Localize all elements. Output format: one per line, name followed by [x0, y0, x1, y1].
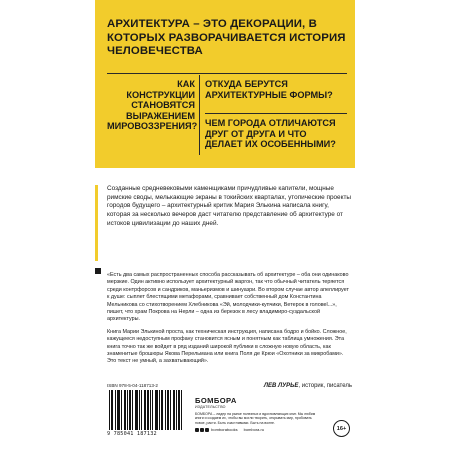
divider-top [107, 73, 347, 74]
author-name: ЛЕВ ЛУРЬЕ [263, 383, 299, 389]
barcode-bar [155, 390, 156, 430]
barcode-bar [137, 390, 138, 430]
barcode-bar [170, 390, 171, 430]
barcode-bar [127, 390, 128, 430]
barcode-bar [136, 390, 137, 430]
divider-right [205, 113, 347, 114]
age-rating-badge: 16+ [333, 420, 350, 437]
barcode-bar [156, 390, 157, 430]
barcode-bar [119, 390, 120, 430]
barcode-bar [148, 390, 149, 430]
barcode-bar [150, 390, 151, 430]
barcode-bar [129, 390, 130, 430]
barcode-bar [112, 390, 113, 430]
barcode-bar [115, 390, 116, 430]
barcode-bar [165, 390, 166, 430]
barcode-bar [124, 390, 125, 430]
question-left: КАК КОНСТРУКЦИИ СТАНОВЯТСЯ ВЫРАЖЕНИЕМ МИРОВОЗЗРЕНИЯ? [107, 79, 198, 132]
barcode-bar [176, 390, 177, 430]
publisher-site[interactable]: bombora.ru [243, 427, 265, 432]
barcode-bar [111, 390, 112, 430]
barcode-graphic [107, 390, 183, 430]
barcode-bar [132, 390, 133, 430]
barcode-bar [145, 390, 146, 430]
publisher-logo: БОМБОРА [195, 396, 237, 405]
barcode-bar [117, 390, 118, 430]
barcode-bar [144, 390, 145, 430]
youtube-icon [205, 428, 209, 432]
author-role: , историк, писатель [298, 383, 352, 389]
barcode-bar [174, 390, 175, 430]
intro-paragraph: Созданные средневековыми каменщиками причудливые капители, мощные римские своды, мелькающие экраны в токийских кварталах, утопические проекты городов будущего – архитектурный критик Мария Элькина написала книгу, которая за несколько вечеров даст читателю представление об архитектуре от истоков цивилизации до наших дней. [107, 185, 352, 227]
barcode-bar [157, 390, 158, 430]
barcode-bar [168, 390, 169, 430]
divider-vertical [199, 75, 200, 155]
barcode-bar [121, 390, 122, 430]
barcode-bar [167, 390, 168, 430]
isbn-text: ISBN 978-5-04-118713-2 [107, 383, 158, 388]
barcode-bar [178, 390, 179, 430]
question-right-2: ЧЕМ ГОРОДА ОТЛИЧАЮТСЯ ДРУГ ОТ ДРУГА И ЧТО ДЕЛАЕТ ИХ ОСОБЕННЫМИ? [205, 118, 336, 150]
quote-author [232, 383, 352, 389]
barcode-bar [135, 390, 136, 430]
barcode-bar [181, 390, 182, 430]
barcode-bar [147, 390, 148, 430]
barcode-bar [109, 390, 110, 430]
barcode-bar [159, 390, 160, 430]
barcode-bar [162, 390, 163, 430]
quote-marker [95, 268, 101, 274]
social-handle[interactable]: bomborabooks [211, 427, 238, 432]
quote-paragraph-2: Книга Марии Элькиной проста, как техническая инструкция, написана бодро и бойко. Сложное, кажущееся недоступным профану становится ясным и понятным как таблица умножения. Эта книга точно так же войдет в ряд изданий широкой публики в сложную новую область, как знаменитые брошюры Якова Перельмана или книга Поля де Крюи «Охотники за микробами». Это текст не умный, а захватывающий». [107, 328, 347, 365]
barcode-bar [173, 390, 174, 430]
publisher-logo-sub: ИЗДАТЕЛЬСТВО [195, 405, 226, 409]
barcode-bar [141, 390, 142, 430]
barcode-bar [152, 390, 153, 430]
telegram-icon [200, 428, 204, 432]
question-right-1: ОТКУДА БЕРУТСЯ АРХИТЕКТУРНЫЕ ФОРМЫ? [205, 79, 333, 100]
barcode-bar [161, 390, 162, 430]
barcode-digits: 9 785041 187132 [107, 431, 157, 437]
review-quote [107, 272, 352, 371]
cover-headline: АРХИТЕКТУРА – ЭТО ДЕКОРАЦИИ, В КОТОРЫХ РАЗВОРАЧИВАЕТСЯ ИСТОРИЯ ЧЕЛОВЕЧЕСТВА [107, 18, 346, 57]
barcode-bar [125, 390, 126, 430]
quote-paragraph-1: «Есть два самых распространенных способа рассказывать об архитектуре – оба они одинаково мерзкие. Один активно использует архитектурный жаргон, так что обычный читатель теряется среди контрфорсов и сандриков, маньеризмов и шинуазри. Во втором случае автор апеллирует к душе: сыплет блестящими метафорами, сравнивает собственный дом Константина Мельникова со стихотворением Хлебникова «Эй, молодчики-купчики, Ветерок в головеl...», пишет, что храм Покрова на Нерли – одна из березок в лесу владимиро-суздальской архитектуры. [107, 272, 349, 323]
social-handle-group [195, 427, 238, 432]
vk-icon [195, 428, 199, 432]
publisher-social [195, 427, 325, 432]
publisher-note: БОМБОРА – лидер на рынке полезных и вдохновляющих книг. Мы любим книги и создаем их, чтобы вы могли творить, открывать мир, пробовать новое, расти. Быть счастливыми. Быть на волне. [195, 412, 316, 425]
intro-accent-bar [95, 185, 98, 261]
barcode-bar [179, 390, 180, 430]
barcode-bar [118, 390, 119, 430]
barcode-bar [139, 390, 140, 430]
barcode-bar [130, 390, 131, 430]
